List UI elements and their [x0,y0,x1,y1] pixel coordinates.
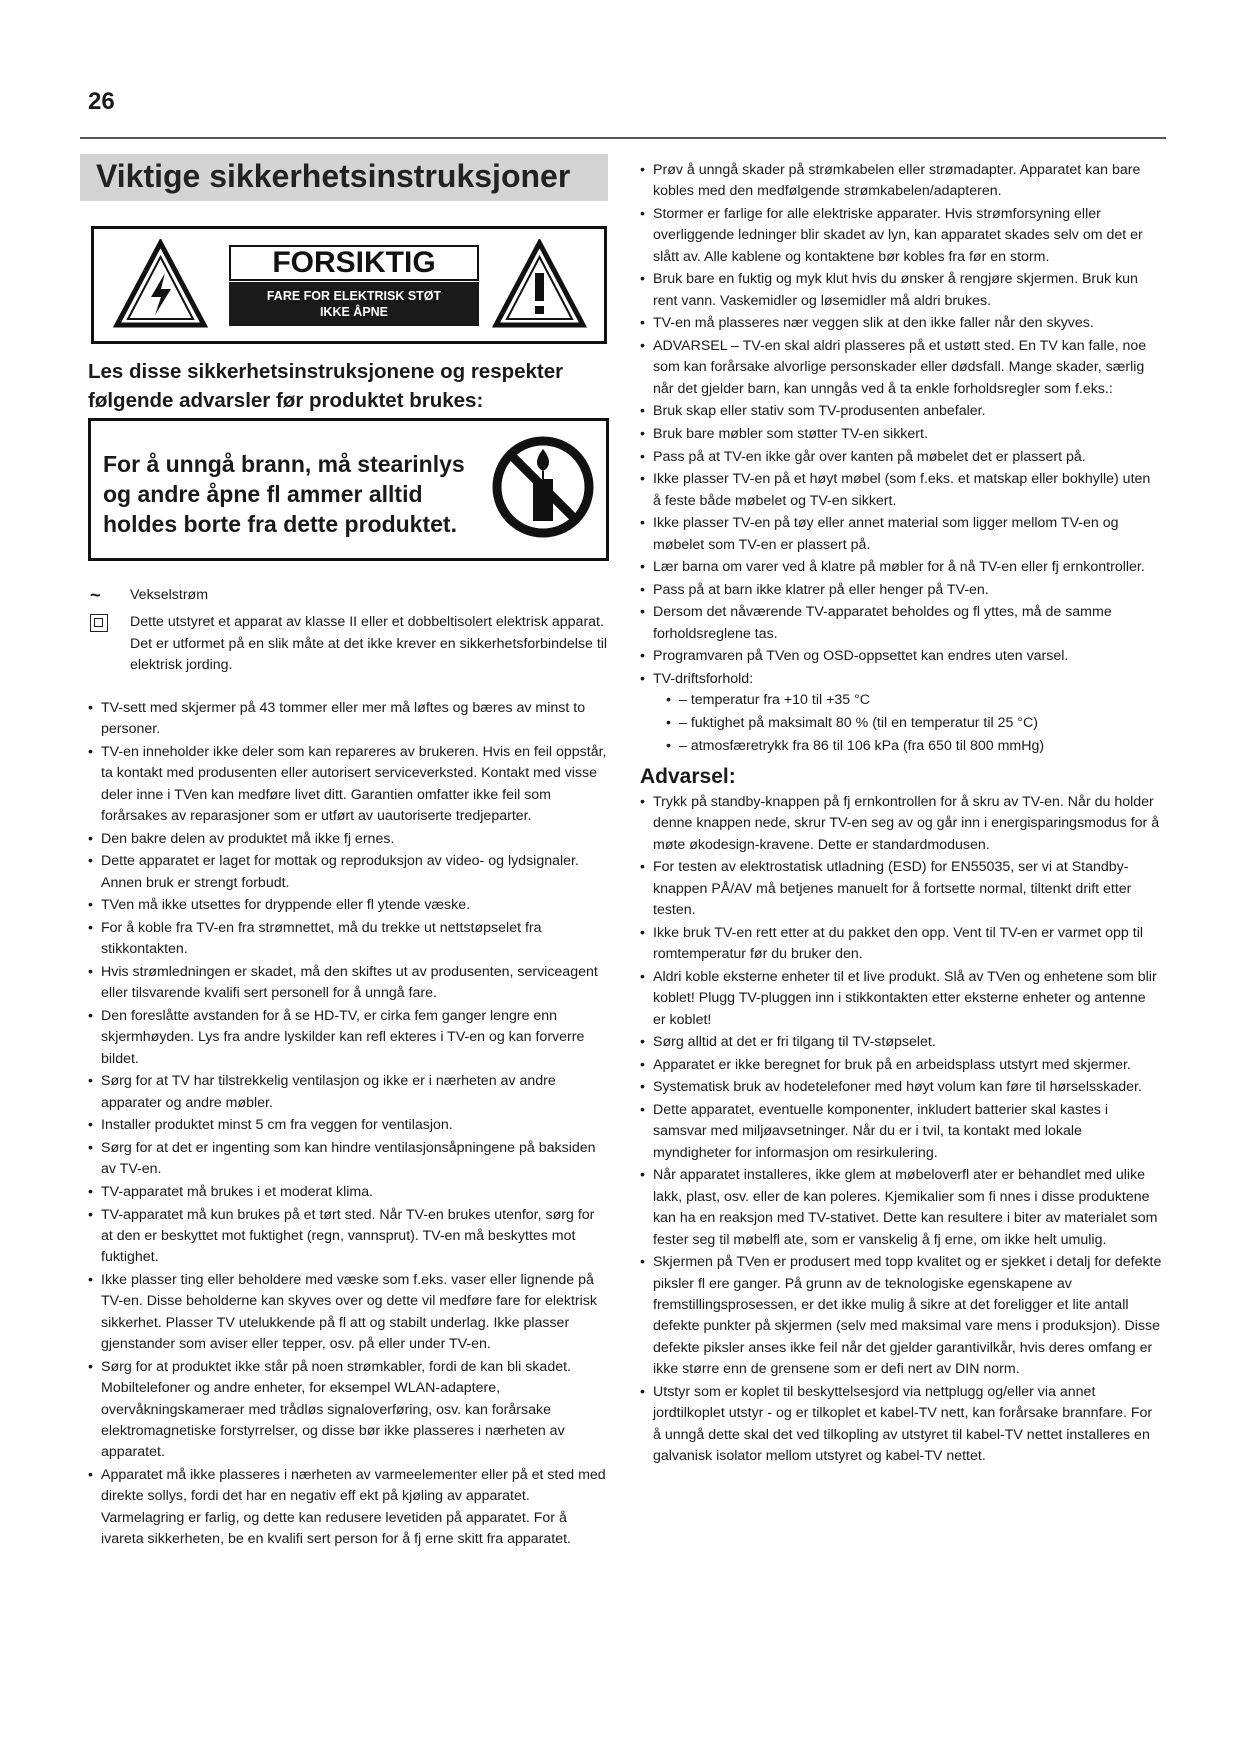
list-item: • Installer produktet minst 5 cm fra veggen for ventilasjon. [88,1115,610,1136]
list-item: • Systematisk bruk av hodetelefoner med høyt volum kan føre til hørselsskader. [640,1077,1162,1098]
list-item: • Aldri koble eksterne enheter til et live produkt. Slå av TVen og enhetene som blir koblet! Plugg TV-pluggen inn i stikkontakten etter eksterne enheter og antenne er koblet! [640,967,1162,1031]
symbol-text: Vekselstrøm [130,587,209,603]
list-item: • Programvaren på TVen og OSD-oppsettet kan endres uten varsel. [640,646,1162,667]
symbol-text: Dette utstyret et apparat av klasse II eller et dobbeltisolert elektrisk apparat. Det er utformet på en slik måte at det ikke krever en sikkerhetsforbindelse til elektrisk jording. [130,614,608,674]
electric-shock-warning-icon [113,239,208,329]
list-item: • Pass på at barn ikke klatrer på eller henger på TV-en. [640,580,1162,601]
operating-conditions-list [666,690,1162,757]
caution-subtext [229,282,479,326]
list-item: • Den foreslåtte avstanden for å se HD-TV, er cirka fem ganger lengre enn skjermhøyden. Lys fra andre lyskilder kan refl ekteres i TV-en og kan forverre bildet. [88,1006,610,1070]
list-item: • Sørg for at TV har tilstrekkelig ventilasjon og ikke er i nærheten av andre apparater og andre møbler. [88,1071,610,1114]
tilde-icon: ~ [90,585,101,605]
list-item: • For å koble fra TV-en fra strømnettet, må du trekke ut nettstøpselet fra stikkontakten. [88,918,610,961]
caution-line-2: IKKE ÅPNE [319,305,389,319]
list-item: • Hvis strømledningen er skadet, må den skiftes ut av produsenten, serviceagent eller tilsvarende kvalifi sert personell for å unngå fare. [88,962,610,1005]
list-item: • Ikke plasser ting eller beholdere med væske som f.eks. vaser eller lignende på TV-en. Disse beholderne kan skyves over og dette vil medføre fare for elektrisk sikkerhet. Plasser TV utelukkende på fl att og stabilt underlag. Ikke plasser gjenstander som aviser eller tepper, osv. på eller under TV-en. [88,1270,610,1356]
list-item: • Ikke plasser TV-en på et høyt møbel (som f.eks. et matskap eller bokhylle) uten å feste både møbelet og TV-en sikkert. [640,469,1162,512]
list-item: • TVen må ikke utsettes for dryppende eller fl ytende væske. [88,895,610,916]
list-item: • Dette apparatet, eventuelle komponenter, inkludert batterier skal kastes i samsvar med miljøavsetninger. Når du er i tvil, ta kontakt med lokale myndigheter for informasjon om resirkulering. [640,1100,1162,1164]
condition-item: • – fuktighet på maksimalt 80 % (til en temperatur til 25 °C) [666,713,1162,734]
caution-label [91,226,607,344]
list-item: • Utstyr som er koplet til beskyttelsesjord via nettplugg og/eller via annet jordtilkoplet utstyr - og er tilkoplet et kabel-TV nett, kan forårsake brannfare. For å unngå dette skal det ved tilkopling av utstyret til kabel-TV nettet installeres en galvanisk isolator mellom utstyret og kabel-TV nettet. [640,1382,1162,1468]
list-item: • Bruk bare møbler som støtter TV-en sikkert. [640,424,1162,445]
list-item: • TV-apparatet må kun brukes på et tørt sted. Når TV-en brukes utenfor, sørg for at den er beskyttet mot fuktighet (regn, vannsprut). TV-en må beskyttes mot fuktighet. [88,1205,610,1269]
list-item: • Prøv å unngå skader på strømkabelen eller strømadapter. Apparatet kan bare kobles med den medfølgende strømkabelen/adapteren. [640,160,1162,203]
caution-line-1: FARE FOR ELEKTRISK STØT [266,289,442,303]
warning-list [640,792,1162,1467]
title-bar [80,154,608,201]
list-item: • Sørg for at det er ingenting som kan hindre ventilasjonsåpningene på baksiden av TV-en. [88,1138,610,1181]
symbols-legend [88,585,608,681]
symbol-row [88,612,608,676]
double-square-icon [88,612,130,676]
list-item: • For testen av elektrostatisk utladning (ESD) for EN55035, ser vi at Standby-knappen PÅ/AV må betjenes manuelt for å fortsette normal, tiltenkt drift etter testen. [640,857,1162,921]
fire-warning-box [88,418,609,561]
list-item: • TV-sett med skjermer på 43 tommer eller mer må løftes og bæres av minst to personer. [88,698,610,741]
list-item: • Trykk på standby-knappen på fj ernkontrollen for å skru av TV-en. Når du holder denne knappen nede, skrur TV-en seg av og går inn i energisparingsmodus for å møte økodesign-kravene. Dette er standardmodusen. [640,792,1162,856]
list-item: • Sørg alltid at det er fri tilgang til TV-støpselet. [640,1032,1162,1053]
warning-heading: Advarsel: [640,764,736,788]
list-item: • Bruk skap eller stativ som TV-produsenten anbefaler. [640,401,1162,422]
list-item: • Den bakre delen av produktet må ikke fj ernes. [88,829,610,850]
caution-word: FORSIKTIG [229,245,479,281]
no-open-flame-icon [489,433,597,541]
top-rule [80,137,1166,139]
list-item: • Bruk bare en fuktig og myk klut hvis du ønsker å rengjøre skjermen. Bruk kun rent vann. Vaskemidler og løsemidler må aldri brukes. [640,269,1162,312]
list-item: • TV-en inneholder ikke deler som kan repareres av brukeren. Hvis en feil oppstår, ta kontakt med produsenten eller autorisert serviceverksted. Kontakt med visse deler inne i TVen kan medføre livet ditt. Garantien omfatter ikke feil som forårsakes av reparasjoner som er utført av uautoriserte tredjeparter. [88,742,610,828]
page-number: 26 [88,88,115,115]
right-column [640,160,1162,1469]
page-title: Viktige sikkerhetsinstruksjoner [96,158,571,194]
list-item: • Lær barna om varer ved å klatre på møbler for å nå TV-en eller fj ernkontroller. [640,557,1162,578]
operating-conditions-label: TV-driftsforhold: [653,670,754,687]
list-item: • TV-apparatet må brukes i et moderat klima. [88,1182,610,1203]
list-item: • Dette apparatet er laget for mottak og reproduksjon av video- og lydsignaler. Annen bruk er strengt forbudt. [88,851,610,894]
left-column [88,698,610,1552]
symbol-row [88,585,608,608]
list-item: • Ikke bruk TV-en rett etter at du pakket den opp. Vent til TV-en er varmet opp til romtemperatur før du bruker den. [640,923,1162,966]
list-item: • Pass på at TV-en ikke går over kanten på møbelet det er plassert på. [640,447,1162,468]
condition-item: • – temperatur fra +10 til +35 °C [666,690,1162,711]
list-item: • Stormer er farlige for alle elektriske apparater. Hvis strømforsyning eller overliggende ledninger blir skadet av lyn, kan apparatet skades selv om det er slått av. Alle kablene og kontaktene bør kobles fra før en storm. [640,204,1162,268]
read-instructions-heading: Les disse sikkerhetsinstruksjonene og respekter følgende advarsler før produktet brukes: [88,360,564,412]
list-item: • ADVARSEL – TV-en skal aldri plasseres på et ustøtt sted. En TV kan falle, noe som kan forårsake alvorlige personskader eller dødsfall. Mange skader, særlig når det gjelder barn, kan unngås ved å ta enkle forholdsregler som f.eks.: [640,336,1162,400]
safety-list-left [88,698,610,1551]
list-item: • Ikke plasser TV-en på tøy eller annet material som ligger mellom TV-en og møbelet som TV-en er plassert på. [640,513,1162,556]
list-item: • Når apparatet installeres, ikke glem at møbeloverfl ater er behandlet med ulike lakk, plast, osv. eller de kan poleres. Kjemikalier som fi nnes i disse produktene kan ha en reaksjon med TV-stativet. Dette kan resultere i biter av materialet som fester seg til møbelfl ate, som er vanskelig å fj erne, om ikke helt umulig. [640,1165,1162,1251]
operating-conditions [640,669,1162,757]
fire-warning-text: For å unngå brann, må stearinlys og andre åpne fl ammer alltid holdes borte fra dette produktet. [103,451,465,537]
list-item: • Apparatet er ikke beregnet for bruk på en arbeidsplass utstyrt med skjermer. [640,1055,1162,1076]
list-item: • Skjermen på TVen er produsert med topp kvalitet og er sjekket i detalj for defekte piksler fl ere ganger. På grunn av de teknologiske egenskapene av fremstillingsprosessen, er det ikke mulig å sikre at det foreligger et lite antall defekte punkter på skjermen (selv med maksimal vare mens i produksjon). Disse defekte piksler anses ikke feil når det gjelder garantivilkår, hvis deres omfang er ikke større enn de grensene som er defi nert av DIN norm. [640,1252,1162,1380]
exclamation-warning-icon [492,239,587,329]
list-item: • Apparatet må ikke plasseres i nærheten av varmeelementer eller på et sted med direkte sollys, fordi det har en negativ eff ekt på kjøling av apparatet. Varmelagring er farlig, og dette kan redusere levetiden på apparatet. For å ivareta sikkerheten, be en kvalifi sert person for å fj erne skitt fra apparatet. [88,1465,610,1551]
condition-item: • – atmosfæretrykk fra 86 til 106 kPa (fra 650 til 800 mmHg) [666,736,1162,757]
safety-list-right [640,160,1162,757]
list-item: • Dersom det nåværende TV-apparatet beholdes og fl yttes, må de samme forholdsreglene tas. [640,602,1162,645]
list-item: • TV-en må plasseres nær veggen slik at den ikke faller når den skyves. [640,313,1162,334]
list-item: • Sørg for at produktet ikke står på noen strømkabler, fordi de kan bli skadet. Mobiltelefoner og andre enheter, for eksempel WLAN-adaptere, overvåkningskameraer med trådløs signaloverføring, osv. kan forårsake elektromagnetiske forstyrrelser, og disse bør ikke plasseres i nærheten av apparatet. [88,1357,610,1464]
